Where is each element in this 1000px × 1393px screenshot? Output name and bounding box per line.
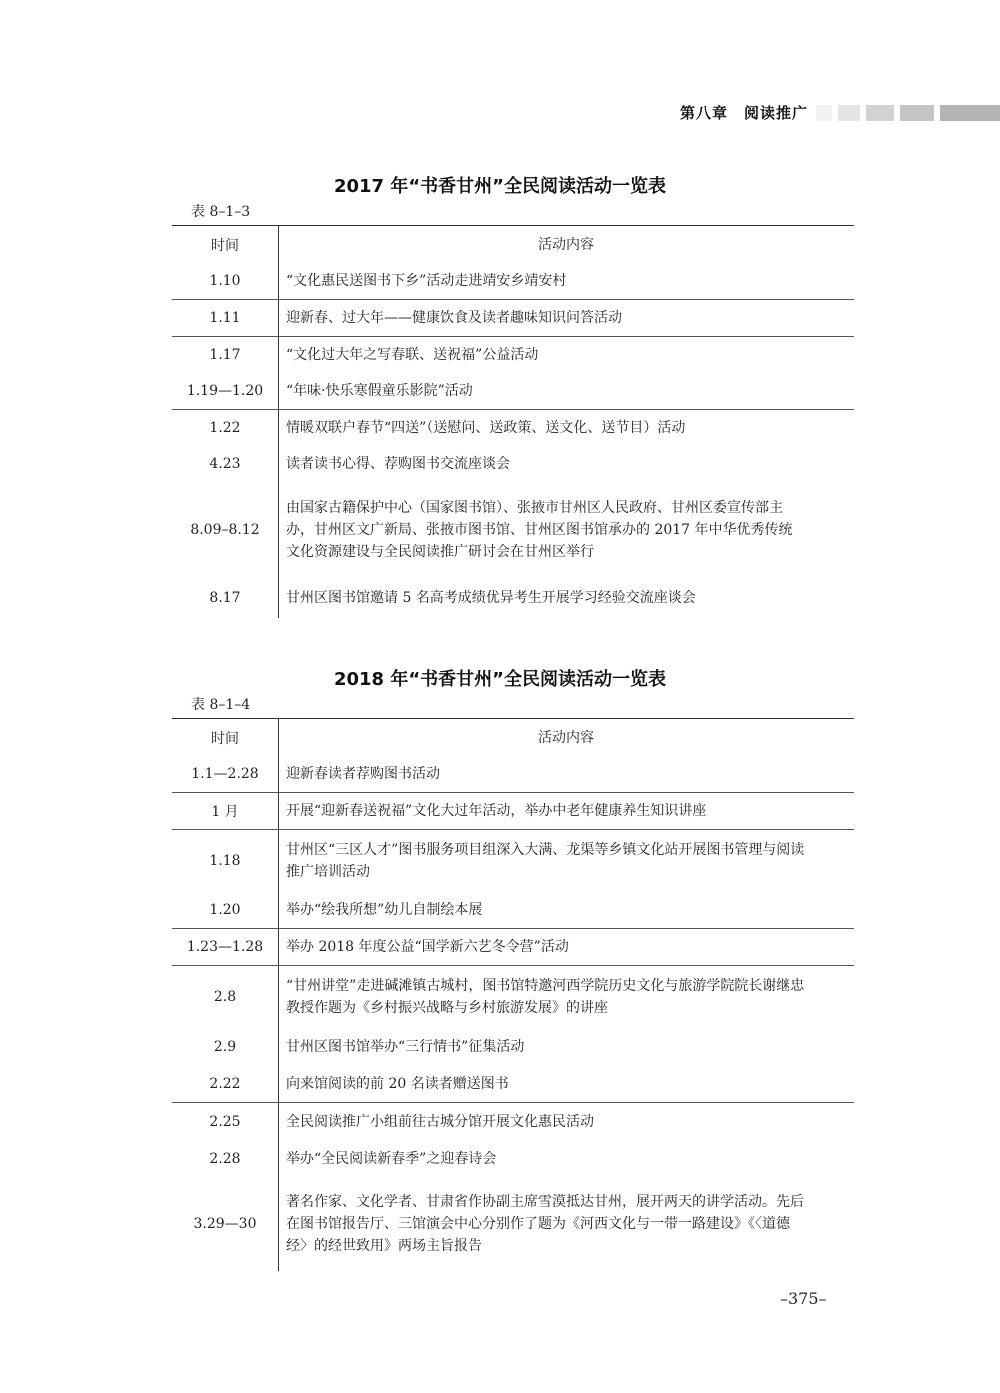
cell-time: 1 月 xyxy=(211,804,239,820)
table-row xyxy=(172,373,854,409)
cell-content: 著名作家、文化学者、甘肃省作协副主席雪漠抵达甘州，展开两天的讲学活动。先后在图书馆报告厅、三馆演会中心分别作了题为《河西文化与一带一路建设》《〈道德经〉的经世致用》两场主旨报告 xyxy=(286,1194,804,1254)
page-number: –375– xyxy=(780,1289,827,1308)
table-row xyxy=(172,1140,854,1177)
cell-content: 向来馆阅读的前 20 名读者赠送图书 xyxy=(286,1075,509,1092)
cell-content: “文化惠民送图书下乡”活动走进靖安乡靖安村 xyxy=(286,273,567,289)
cell-time: 1.11 xyxy=(209,310,241,326)
table-row xyxy=(172,965,854,1028)
cell-content: 迎新春、过大年——健康饮食及读者趣味知识问答活动 xyxy=(286,310,622,326)
cell-time: 8.09–8.12 xyxy=(190,522,260,538)
table-row xyxy=(172,1065,854,1102)
cell-content: 甘州区“三区人才”图书服务项目组深入大满、龙渠等乡镇文化站开展图书管理与阅读推广培训活动 xyxy=(286,842,805,880)
cell-time: 1.10 xyxy=(209,273,241,289)
cell-content: 由国家古籍保护中心（国家图书馆）、张掖市甘州区人民政府、甘州区委宣传部主办，甘州区文广新局、张掖市图书馆、甘州区图书馆承办的 2017 年中华优秀传统文化资源建设与全民阅读推广研讨会在甘州区举行 xyxy=(286,500,793,560)
cell-time: 4.23 xyxy=(209,456,241,472)
cell-time: 1.18 xyxy=(209,853,241,869)
bar-3 xyxy=(866,105,894,121)
col-time-header: 时间 xyxy=(211,730,239,747)
table-row xyxy=(172,792,854,829)
table-row xyxy=(172,756,854,792)
col-content-header: 活动内容 xyxy=(538,236,594,253)
table-row xyxy=(172,892,854,928)
table-header-row xyxy=(172,226,854,263)
table-2018-title: 2018 年“书香甘州”全民阅读活动一览表 xyxy=(333,669,667,690)
bar-5 xyxy=(940,105,1000,121)
cell-time: 1.17 xyxy=(209,347,241,363)
cell-time: 1.20 xyxy=(209,902,241,918)
cell-content: “年味·快乐寒假童乐影院”活动 xyxy=(286,383,473,399)
table-header-row xyxy=(172,719,854,756)
cell-time: 2.8 xyxy=(213,989,237,1005)
col-content-header: 活动内容 xyxy=(538,729,594,746)
table-row xyxy=(172,1028,854,1065)
table-row xyxy=(172,263,854,299)
cell-time: 1.23—1.28 xyxy=(186,939,264,955)
table-row xyxy=(172,1102,854,1140)
cell-content: 举办“绘我所想”幼儿自制绘本展 xyxy=(286,902,483,918)
table-row xyxy=(172,336,854,373)
table-row xyxy=(172,1177,854,1271)
bar-2 xyxy=(838,105,860,121)
table-row xyxy=(172,928,854,965)
cell-content: 举办 2018 年度公益“国学新六艺冬令营”活动 xyxy=(286,939,569,955)
col-time-header: 时间 xyxy=(211,237,239,254)
cell-time: 1.1—2.28 xyxy=(191,766,259,782)
running-head xyxy=(0,103,1000,123)
cell-content: “文化过大年之写春联、送祝福”公益活动 xyxy=(286,347,539,363)
bar-4 xyxy=(900,105,934,121)
chapter-title: 第八章 阅读推广 xyxy=(679,104,808,122)
cell-time: 2.9 xyxy=(213,1038,237,1055)
cell-content: 甘州区图书馆邀请 5 名高考成绩优异考生开展学习经验交流座谈会 xyxy=(286,590,696,606)
table-row xyxy=(172,578,854,618)
table-row xyxy=(172,829,854,892)
cell-content: 读者读书心得、荐购图书交流座谈会 xyxy=(286,456,510,472)
table-2018-number: 表 8–1–4 xyxy=(191,697,251,713)
cell-time: 1.19—1.20 xyxy=(186,383,264,399)
table-2017-number: 表 8–1–3 xyxy=(191,204,251,220)
table-2017 xyxy=(172,225,854,618)
cell-content: 迎新春读者荐购图书活动 xyxy=(286,766,440,782)
cell-content: 全民阅读推广小组前往古城分馆开展文化惠民活动 xyxy=(286,1113,594,1130)
cell-content: 开展“迎新春送祝福”文化大过年活动，举办中老年健康养生知识讲座 xyxy=(286,803,707,819)
cell-time: 3.29—30 xyxy=(193,1216,257,1232)
table-row xyxy=(172,446,854,482)
table-2018 xyxy=(172,718,854,1271)
bar-1 xyxy=(816,105,832,121)
table-2017-title: 2017 年“书香甘州”全民阅读活动一览表 xyxy=(333,176,667,197)
cell-content: 情暖双联户春节“四送”（送慰问、送政策、送文化、送节目）活动 xyxy=(286,420,686,436)
cell-time: 2.28 xyxy=(209,1150,241,1167)
cell-content: “甘州讲堂”走进碱滩镇古城村，图书馆特邀河西学院历史文化与旅游学院院长谢继忠教授作题为《乡村振兴战略与乡村旅游发展》的讲座 xyxy=(286,978,805,1016)
table-row xyxy=(172,482,854,578)
cell-time: 1.22 xyxy=(209,420,241,436)
table-row xyxy=(172,299,854,336)
cell-content: 举办“全民阅读新春季”之迎春诗会 xyxy=(286,1150,497,1167)
cell-time: 8.17 xyxy=(209,590,241,606)
cell-time: 2.25 xyxy=(209,1113,241,1130)
table-row xyxy=(172,409,854,446)
cell-content: 甘州区图书馆举办“三行情书”征集活动 xyxy=(286,1038,525,1055)
cell-time: 2.22 xyxy=(209,1075,241,1092)
